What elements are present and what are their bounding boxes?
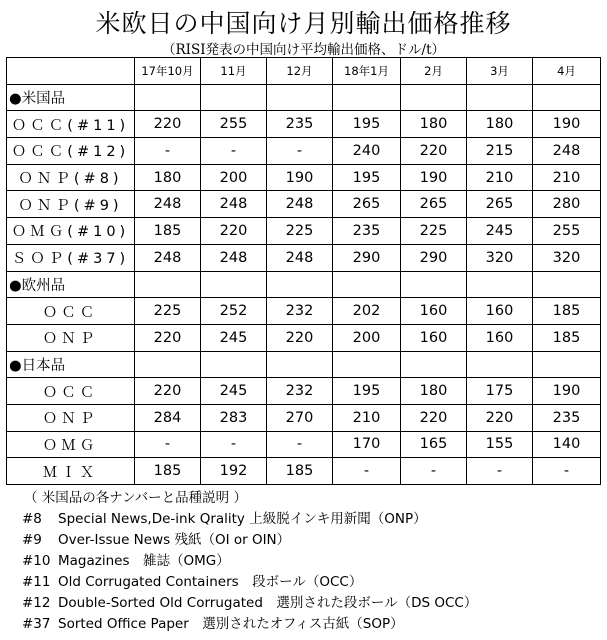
header-corner bbox=[7, 58, 135, 85]
section-label: ●日本品 bbox=[7, 351, 135, 378]
price-cell: - bbox=[201, 431, 267, 458]
price-cell: 210 bbox=[467, 164, 533, 191]
price-cell: 232 bbox=[267, 378, 333, 405]
price-cell: 235 bbox=[333, 218, 401, 245]
empty-cell bbox=[533, 271, 601, 298]
empty-cell bbox=[135, 271, 201, 298]
grade-label: ＯＮＰ bbox=[7, 324, 135, 351]
price-cell: 265 bbox=[401, 191, 467, 218]
table-row bbox=[7, 324, 601, 351]
grade-label: ＯＮＰ(#9) bbox=[7, 191, 135, 218]
note-item bbox=[22, 530, 602, 551]
table-row bbox=[7, 138, 601, 165]
table-row bbox=[7, 191, 601, 218]
grade-label: ＯＣＣ bbox=[7, 298, 135, 325]
price-cell: 220 bbox=[135, 378, 201, 405]
price-cell: 290 bbox=[401, 244, 467, 271]
section-row bbox=[7, 271, 601, 298]
price-cell: 248 bbox=[135, 191, 201, 218]
note-code: #37 bbox=[22, 616, 51, 632]
price-cell: 210 bbox=[533, 164, 601, 191]
price-cell: 215 bbox=[467, 138, 533, 165]
empty-cell bbox=[467, 351, 533, 378]
price-cell: 140 bbox=[533, 431, 601, 458]
grade-label: ＯＮＰ bbox=[7, 404, 135, 431]
empty-cell bbox=[201, 351, 267, 378]
empty-cell bbox=[401, 84, 467, 111]
note-text: Special News,De-ink Qrality 上級脱インキ用新聞（ONP） bbox=[58, 511, 427, 527]
empty-cell bbox=[333, 271, 401, 298]
price-cell: 155 bbox=[467, 431, 533, 458]
empty-cell bbox=[135, 351, 201, 378]
table-row bbox=[7, 458, 601, 485]
price-cell: 190 bbox=[401, 164, 467, 191]
price-cell: 248 bbox=[201, 244, 267, 271]
price-cell: 240 bbox=[333, 138, 401, 165]
empty-cell bbox=[201, 271, 267, 298]
price-cell: 192 bbox=[201, 458, 267, 485]
price-cell: 255 bbox=[533, 218, 601, 245]
price-cell: - bbox=[401, 458, 467, 485]
table-row bbox=[7, 431, 601, 458]
price-cell: - bbox=[333, 458, 401, 485]
price-cell: 248 bbox=[135, 244, 201, 271]
column-header: 4月 bbox=[533, 58, 601, 85]
price-cell: 320 bbox=[467, 244, 533, 271]
price-cell: 252 bbox=[201, 298, 267, 325]
empty-cell bbox=[201, 84, 267, 111]
section-row bbox=[7, 351, 601, 378]
price-cell: 232 bbox=[267, 298, 333, 325]
price-cell: 185 bbox=[135, 458, 201, 485]
grade-notes bbox=[22, 486, 602, 635]
empty-cell bbox=[135, 84, 201, 111]
price-cell: 270 bbox=[267, 404, 333, 431]
note-code: #8 bbox=[22, 511, 42, 527]
price-cell: 245 bbox=[467, 218, 533, 245]
price-cell: 185 bbox=[267, 458, 333, 485]
price-cell: - bbox=[135, 138, 201, 165]
price-cell: 220 bbox=[201, 218, 267, 245]
price-cell: 220 bbox=[467, 404, 533, 431]
header-row bbox=[7, 58, 601, 85]
note-item bbox=[22, 551, 602, 572]
price-cell: 320 bbox=[533, 244, 601, 271]
price-cell: 195 bbox=[333, 378, 401, 405]
note-text: Old Corrugated Containers 段ボール（OCC） bbox=[58, 574, 363, 590]
note-code: #10 bbox=[22, 553, 51, 569]
grade-label: ＯＮＰ(#8) bbox=[7, 164, 135, 191]
empty-cell bbox=[401, 351, 467, 378]
price-cell: 180 bbox=[401, 111, 467, 138]
empty-cell bbox=[267, 351, 333, 378]
price-cell: 248 bbox=[533, 138, 601, 165]
price-cell: 248 bbox=[201, 191, 267, 218]
note-item bbox=[22, 509, 602, 530]
column-header: 17年10月 bbox=[135, 58, 201, 85]
price-cell: 225 bbox=[401, 218, 467, 245]
table-row bbox=[7, 298, 601, 325]
empty-cell bbox=[467, 84, 533, 111]
price-cell: 160 bbox=[401, 324, 467, 351]
price-cell: 195 bbox=[333, 164, 401, 191]
price-cell: 180 bbox=[467, 111, 533, 138]
price-cell: 200 bbox=[201, 164, 267, 191]
price-cell: - bbox=[267, 431, 333, 458]
grade-label: ＯＣＣ(#12) bbox=[7, 138, 135, 165]
grade-label: ＯＭＧ(#10) bbox=[7, 218, 135, 245]
empty-cell bbox=[267, 84, 333, 111]
notes-list bbox=[22, 509, 602, 635]
price-cell: 283 bbox=[201, 404, 267, 431]
table-row bbox=[7, 404, 601, 431]
column-header: 2月 bbox=[401, 58, 467, 85]
price-cell: 280 bbox=[533, 191, 601, 218]
grade-label: ＯＣＣ(#11) bbox=[7, 111, 135, 138]
note-text: Over-Issue News 残紙（OI or OIN） bbox=[58, 532, 291, 548]
empty-cell bbox=[467, 271, 533, 298]
price-cell: 290 bbox=[333, 244, 401, 271]
note-text: Sorted Office Paper 選別されたオフィス古紙（SOP） bbox=[58, 616, 404, 632]
price-table bbox=[6, 57, 601, 485]
section-label: ●欧州品 bbox=[7, 271, 135, 298]
empty-cell bbox=[533, 84, 601, 111]
note-code: #9 bbox=[22, 532, 42, 548]
table-row bbox=[7, 111, 601, 138]
price-cell: 225 bbox=[267, 218, 333, 245]
price-cell: 235 bbox=[267, 111, 333, 138]
price-cell: 185 bbox=[533, 324, 601, 351]
price-cell: 190 bbox=[267, 164, 333, 191]
price-cell: 245 bbox=[201, 324, 267, 351]
note-text: Double-Sorted Old Corrugated 選別された段ボール（DS OCC） bbox=[58, 595, 478, 611]
price-cell: 185 bbox=[135, 218, 201, 245]
price-cell: 265 bbox=[333, 191, 401, 218]
notes-heading: （ 米国品の各ナンバーと品種説明 ） bbox=[24, 490, 247, 506]
empty-cell bbox=[333, 351, 401, 378]
column-header: 18年1月 bbox=[333, 58, 401, 85]
column-header: 12月 bbox=[267, 58, 333, 85]
note-code: #11 bbox=[22, 574, 51, 590]
table-row bbox=[7, 244, 601, 271]
page-subtitle: （RISI発表の中国向け平均輸出価格、ドル/t） bbox=[161, 42, 446, 58]
price-cell: 220 bbox=[267, 324, 333, 351]
empty-cell bbox=[267, 271, 333, 298]
note-item bbox=[22, 614, 602, 635]
price-cell: 248 bbox=[267, 244, 333, 271]
price-cell: - bbox=[267, 138, 333, 165]
price-cell: 202 bbox=[333, 298, 401, 325]
price-cell: 235 bbox=[533, 404, 601, 431]
note-item bbox=[22, 572, 602, 593]
price-cell: 190 bbox=[533, 378, 601, 405]
price-cell: 220 bbox=[135, 111, 201, 138]
price-cell: - bbox=[135, 431, 201, 458]
price-cell: 255 bbox=[201, 111, 267, 138]
empty-cell bbox=[401, 271, 467, 298]
price-cell: 210 bbox=[333, 404, 401, 431]
price-cell: - bbox=[467, 458, 533, 485]
price-cell: 175 bbox=[467, 378, 533, 405]
table-row bbox=[7, 218, 601, 245]
price-cell: 185 bbox=[533, 298, 601, 325]
price-cell: 220 bbox=[401, 138, 467, 165]
price-cell: 165 bbox=[401, 431, 467, 458]
empty-cell bbox=[333, 84, 401, 111]
section-label: ●米国品 bbox=[7, 84, 135, 111]
price-cell: 170 bbox=[333, 431, 401, 458]
price-cell: 265 bbox=[467, 191, 533, 218]
table-body bbox=[7, 84, 601, 484]
price-cell: - bbox=[201, 138, 267, 165]
grade-label: ＳＯＰ(#37) bbox=[7, 244, 135, 271]
section-row bbox=[7, 84, 601, 111]
note-code: #12 bbox=[22, 595, 51, 611]
price-cell: 180 bbox=[135, 164, 201, 191]
column-header: 11月 bbox=[201, 58, 267, 85]
price-cell: 160 bbox=[467, 298, 533, 325]
price-cell: 284 bbox=[135, 404, 201, 431]
grade-label: ＯＣＣ bbox=[7, 378, 135, 405]
price-cell: 160 bbox=[401, 298, 467, 325]
price-cell: 245 bbox=[201, 378, 267, 405]
price-cell: 195 bbox=[333, 111, 401, 138]
note-text: Magazines 雑誌（OMG） bbox=[58, 553, 230, 569]
column-header: 3月 bbox=[467, 58, 533, 85]
price-cell: 248 bbox=[267, 191, 333, 218]
price-cell: 160 bbox=[467, 324, 533, 351]
price-cell: 220 bbox=[401, 404, 467, 431]
table-row bbox=[7, 164, 601, 191]
price-cell: 225 bbox=[135, 298, 201, 325]
note-item bbox=[22, 593, 602, 614]
grade-label: ＭＩＸ bbox=[7, 458, 135, 485]
price-cell: 220 bbox=[135, 324, 201, 351]
price-cell: 190 bbox=[533, 111, 601, 138]
table-row bbox=[7, 378, 601, 405]
price-cell: 200 bbox=[333, 324, 401, 351]
empty-cell bbox=[533, 351, 601, 378]
price-cell: - bbox=[533, 458, 601, 485]
grade-label: ＯＭＧ bbox=[7, 431, 135, 458]
page-title: 米欧日の中国向け月別輸出価格推移 bbox=[95, 9, 512, 38]
price-cell: 180 bbox=[401, 378, 467, 405]
